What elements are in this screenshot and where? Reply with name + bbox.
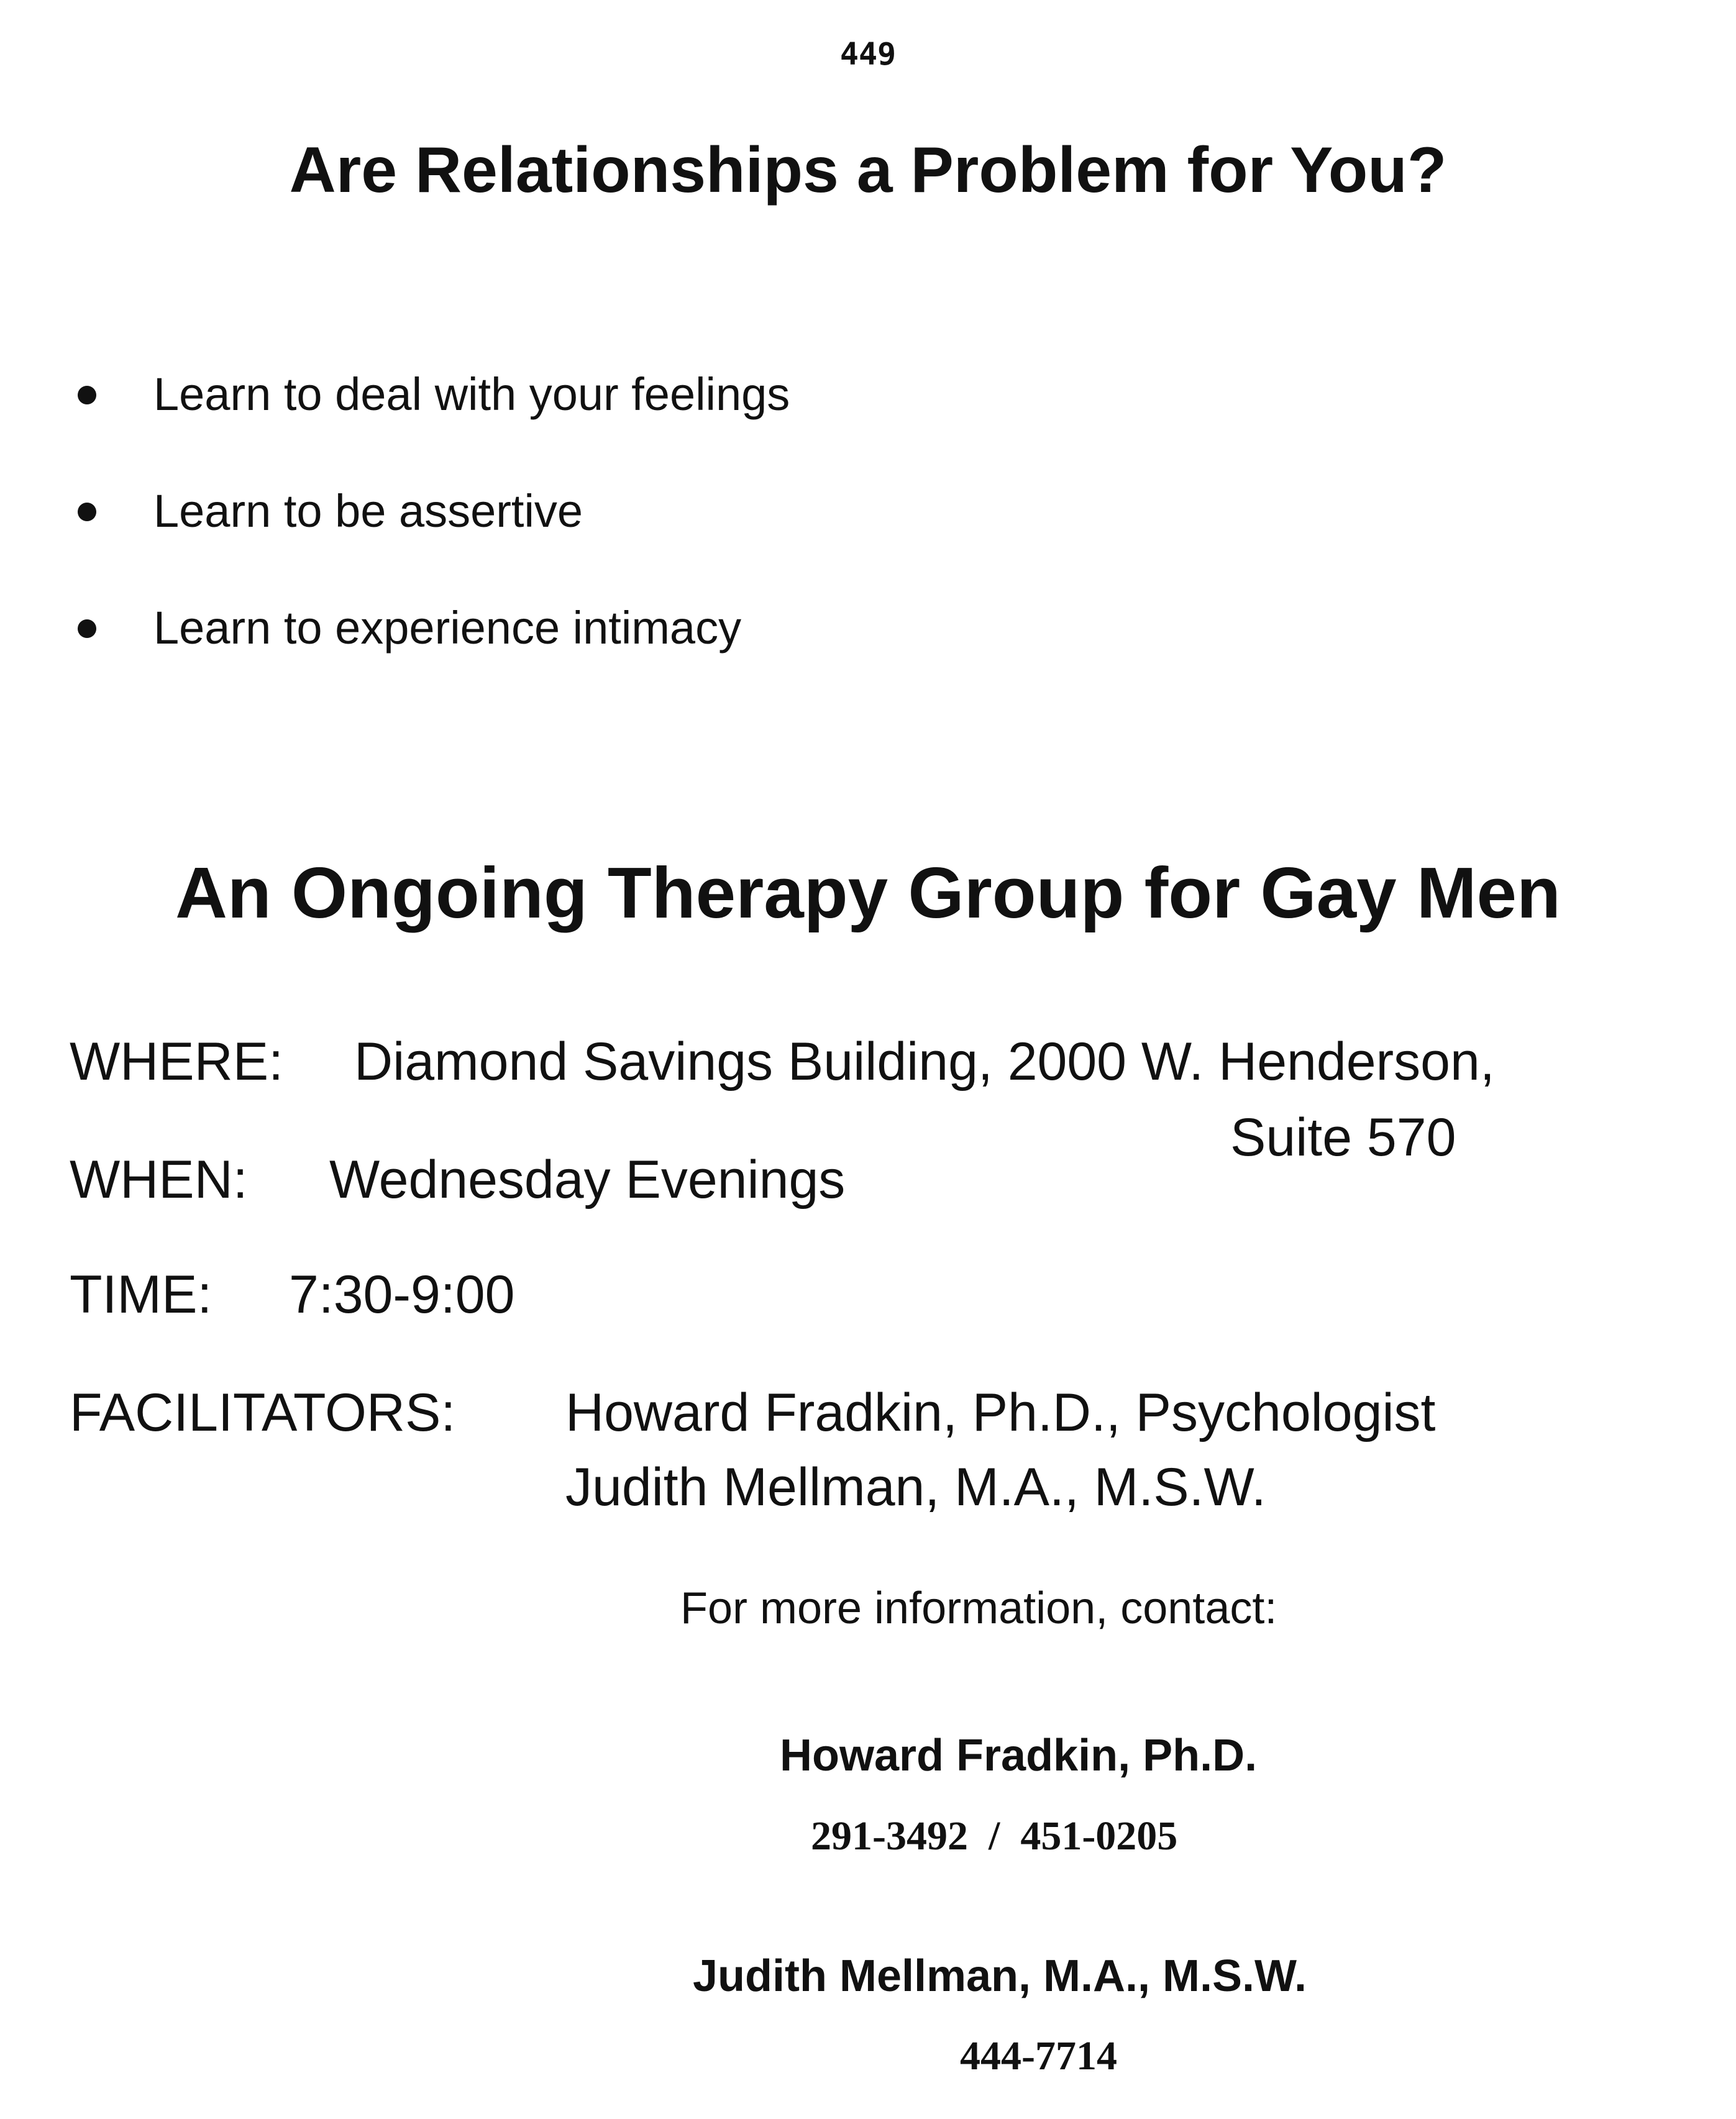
headline: Are Relationships a Problem for You?: [289, 134, 1447, 206]
bullet-item: [78, 601, 741, 654]
bullet-text: Learn to be assertive: [153, 485, 583, 537]
bullet-item: [78, 368, 790, 421]
contact-phone: 291-3492 / 451-0205: [811, 1813, 1178, 1859]
group-title: An Ongoing Therapy Group for Gay Men: [175, 852, 1561, 933]
facilitator-name: Howard Fradkin, Ph.D., Psychologist: [565, 1383, 1436, 1442]
where-value: Diamond Savings Building, 2000 W. Henderson,: [354, 1032, 1495, 1091]
bullet-text: Learn to deal with your feelings: [153, 368, 790, 420]
bullet-text: Learn to experience intimacy: [153, 602, 742, 654]
contact-phone: 444-7714: [960, 2033, 1117, 2079]
when-value: Wednesday Evenings: [329, 1150, 846, 1210]
contact-name: Howard Fradkin, Ph.D.: [780, 1731, 1258, 1780]
when-label: WHEN:: [70, 1150, 248, 1210]
time-label: TIME:: [70, 1265, 212, 1324]
bullet-item: [78, 485, 583, 537]
bullet-icon: [78, 619, 96, 638]
page-number: 449: [839, 36, 897, 72]
contact-heading: For more information, contact:: [680, 1584, 1277, 1633]
facilitator-name: Judith Mellman, M.A., M.S.W.: [565, 1457, 1266, 1517]
facilitators-label: FACILITATORS:: [70, 1383, 456, 1442]
contact-name: Judith Mellman, M.A., M.S.W.: [693, 1951, 1307, 2001]
where-label: WHERE:: [70, 1032, 283, 1091]
bullet-icon: [78, 386, 96, 404]
time-value: 7:30-9:00: [289, 1265, 515, 1324]
bullet-icon: [78, 503, 96, 521]
where-suite: Suite 570: [1230, 1108, 1456, 1167]
